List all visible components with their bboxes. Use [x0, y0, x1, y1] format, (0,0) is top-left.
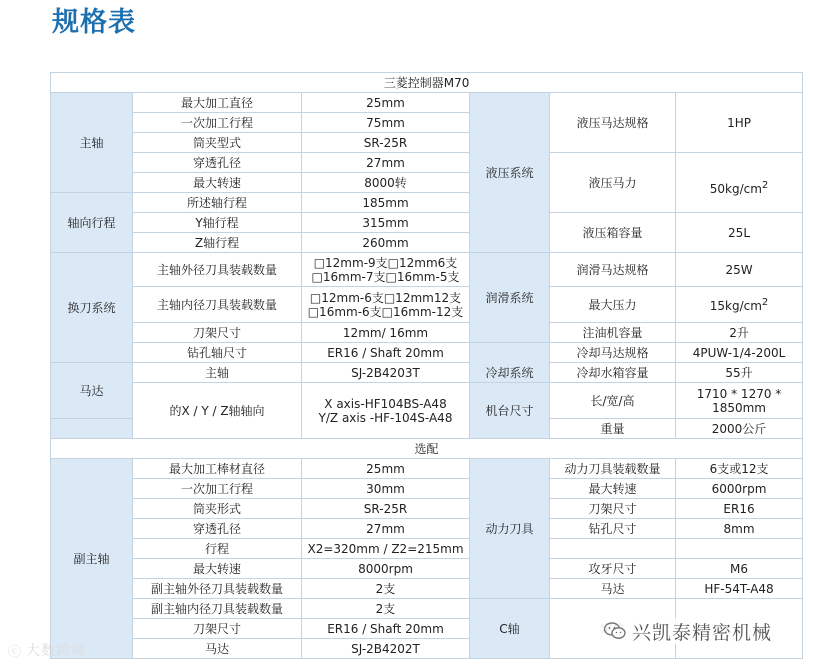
- table-row: [51, 519, 803, 539]
- watermark-left-text: 大数跨境: [26, 643, 87, 659]
- controller-header: 三菱控制器M70: [51, 73, 803, 93]
- watermark-left: [8, 640, 86, 660]
- spec-value: 315mm: [302, 213, 470, 233]
- watermark-logo-icon: ⓒ: [8, 644, 23, 660]
- spec-label: 副主轴内径刀具装载数量: [133, 599, 302, 619]
- spec-value: 25L: [676, 213, 803, 253]
- table-row: [51, 383, 803, 419]
- spec-label: 钻孔轴尺寸: [133, 343, 302, 363]
- spec-value: [302, 383, 470, 439]
- spec-label: 刀架尺寸: [133, 619, 302, 639]
- table-row: [51, 363, 803, 383]
- spec-label: 最大转速: [133, 173, 302, 193]
- category-live-tool: 动力刀具: [470, 459, 550, 599]
- spec-value: X2=320mm / Z2=215mm: [302, 539, 470, 559]
- table-row: [51, 287, 803, 323]
- page-title: 规格表: [52, 7, 136, 38]
- spec-value-line: 1710 * 1270 *: [696, 386, 782, 401]
- spec-label: 液压马力: [550, 153, 676, 213]
- options-header: 选配: [51, 439, 803, 459]
- spec-value-line: □12mm-9支□12mm6支: [313, 255, 458, 270]
- spec-value: ER16 / Shaft 20mm: [302, 343, 470, 363]
- spec-label: 润滑马达规格: [550, 253, 676, 287]
- spec-value-line: □16mm-6支□16mm-12支: [307, 304, 464, 319]
- spec-label: 筒夹形式: [133, 499, 302, 519]
- spec-label: 动力刀具装载数量: [550, 459, 676, 479]
- spec-value: HF-54T-A48: [676, 579, 803, 599]
- table-row: [51, 599, 803, 619]
- spec-value: 8000rpm: [302, 559, 470, 579]
- table-row: [51, 213, 803, 233]
- spec-value: 8000转: [302, 173, 470, 193]
- spec-value: 27mm: [302, 153, 470, 173]
- watermark-right: [598, 618, 772, 644]
- spec-label: 穿透孔径: [133, 153, 302, 173]
- spec-label: 副主轴外径刀具装载数量: [133, 579, 302, 599]
- table-row: [51, 323, 803, 343]
- spec-label: 长/宽/高: [550, 383, 676, 419]
- category-lubrication: 润滑系统: [470, 253, 550, 343]
- spec-value: 55升: [676, 363, 803, 383]
- spec-label: 一次加工行程: [133, 113, 302, 133]
- spec-value: M6: [676, 559, 803, 579]
- spec-value: 25mm: [302, 93, 470, 113]
- spec-label: 马达: [133, 639, 302, 659]
- category-c-axis: C轴: [470, 599, 550, 659]
- spec-value: [302, 287, 470, 323]
- spec-label: 马达: [550, 579, 676, 599]
- spec-value: [676, 153, 803, 213]
- spec-label: 最大转速: [550, 479, 676, 499]
- spec-value: 30mm: [302, 479, 470, 499]
- superscript: 2: [761, 180, 769, 191]
- spec-label: 注油机容量: [550, 323, 676, 343]
- table-row: [51, 459, 803, 479]
- spec-label: 液压马达规格: [550, 93, 676, 153]
- spec-value: SJ-2B4202T: [302, 639, 470, 659]
- table-row: [51, 153, 803, 173]
- category-axial: 轴向行程: [51, 193, 133, 253]
- spec-label: 最大加工棒材直径: [133, 459, 302, 479]
- spec-label: 攻牙尺寸: [550, 559, 676, 579]
- spec-value: 1HP: [676, 93, 803, 153]
- table-row: [51, 93, 803, 113]
- spec-value: 25W: [676, 253, 803, 287]
- table-row: [51, 499, 803, 519]
- table-row: [51, 343, 803, 363]
- spec-value-line: 1850mm: [712, 400, 766, 415]
- spec-label: 行程: [133, 539, 302, 559]
- spec-value: [676, 287, 803, 323]
- spec-label: 液压箱容量: [550, 213, 676, 253]
- spec-label: 钻孔尺寸: [550, 519, 676, 539]
- wechat-icon: [604, 622, 626, 640]
- spec-value-text: 50kg/cm: [709, 182, 762, 196]
- spec-value: 12mm/ 16mm: [302, 323, 470, 343]
- spec-label: 刀架尺寸: [550, 499, 676, 519]
- spec-value: SJ-2B4203T: [302, 363, 470, 383]
- spec-label: 冷却水箱容量: [550, 363, 676, 383]
- table-header-row: [51, 73, 803, 93]
- category-spindle: 主轴: [51, 93, 133, 193]
- spec-label: 冷却马达规格: [550, 343, 676, 363]
- spec-value: [676, 539, 803, 559]
- watermark-right-text: 兴凯泰精密机械: [632, 621, 773, 644]
- table-row: [51, 253, 803, 287]
- spec-value: ER16 / Shaft 20mm: [302, 619, 470, 639]
- spec-label: 的X / Y / Z轴轴向: [133, 383, 302, 439]
- spec-value: SR-25R: [302, 133, 470, 153]
- spec-value: 260mm: [302, 233, 470, 253]
- category-toolchange: 换刀系统: [51, 253, 133, 363]
- table-row: [51, 579, 803, 599]
- spec-label: 主轴外径刀具装载数量: [133, 253, 302, 287]
- superscript: 2: [761, 297, 769, 308]
- spec-value-line: X axis-HF104BS-A48: [324, 396, 447, 411]
- spec-value: 27mm: [302, 519, 470, 539]
- spec-value: 2升: [676, 323, 803, 343]
- spec-value-line: □12mm-6支□12mm12支: [309, 290, 462, 305]
- spec-value: 75mm: [302, 113, 470, 133]
- category-machine-size: 机台尺寸: [470, 383, 550, 439]
- table-row: [51, 559, 803, 579]
- spec-value: 185mm: [302, 193, 470, 213]
- spec-table: [50, 72, 803, 659]
- spec-value: 2支: [302, 599, 470, 619]
- spec-label: 穿透孔径: [133, 519, 302, 539]
- table-header-row: [51, 439, 803, 459]
- spec-label: 主轴内径刀具装载数量: [133, 287, 302, 323]
- spec-value: [676, 383, 803, 419]
- spec-label: 主轴: [133, 363, 302, 383]
- spec-value: 2000公斤: [676, 419, 803, 439]
- spec-value-text: 15kg/cm: [709, 299, 762, 313]
- spec-value-line: Y/Z axis -HF-104S-A48: [318, 410, 453, 425]
- spec-label: 一次加工行程: [133, 479, 302, 499]
- spec-value: 8mm: [676, 519, 803, 539]
- category-motor: 马达: [51, 363, 133, 419]
- spec-label: 筒夹型式: [133, 133, 302, 153]
- spec-label: 刀架尺寸: [133, 323, 302, 343]
- spec-label: 最大压力: [550, 287, 676, 323]
- table-row: [51, 479, 803, 499]
- category-cooling: 冷却系统: [470, 343, 550, 383]
- spec-label: 重量: [550, 419, 676, 439]
- spec-value: [302, 253, 470, 287]
- spec-value: 6000rpm: [676, 479, 803, 499]
- spec-value-line: □16mm-7支□16mm-5支: [311, 269, 460, 284]
- category-sub-spindle: 副主轴: [51, 459, 133, 659]
- spec-label: [550, 539, 676, 559]
- spec-value: SR-25R: [302, 499, 470, 519]
- category-spacer: [51, 419, 133, 439]
- spec-label: 最大加工直径: [133, 93, 302, 113]
- spec-label: 最大转速: [133, 559, 302, 579]
- spec-value: 2支: [302, 579, 470, 599]
- spec-label: 所述轴行程: [133, 193, 302, 213]
- spec-value: 6支或12支: [676, 459, 803, 479]
- spec-value: 25mm: [302, 459, 470, 479]
- spec-label: Z轴行程: [133, 233, 302, 253]
- spec-value: 4PUW-1/4-200L: [676, 343, 803, 363]
- spec-value: ER16: [676, 499, 803, 519]
- spec-label: Y轴行程: [133, 213, 302, 233]
- table-row: [51, 539, 803, 559]
- category-hydraulic: 液压系统: [470, 93, 550, 253]
